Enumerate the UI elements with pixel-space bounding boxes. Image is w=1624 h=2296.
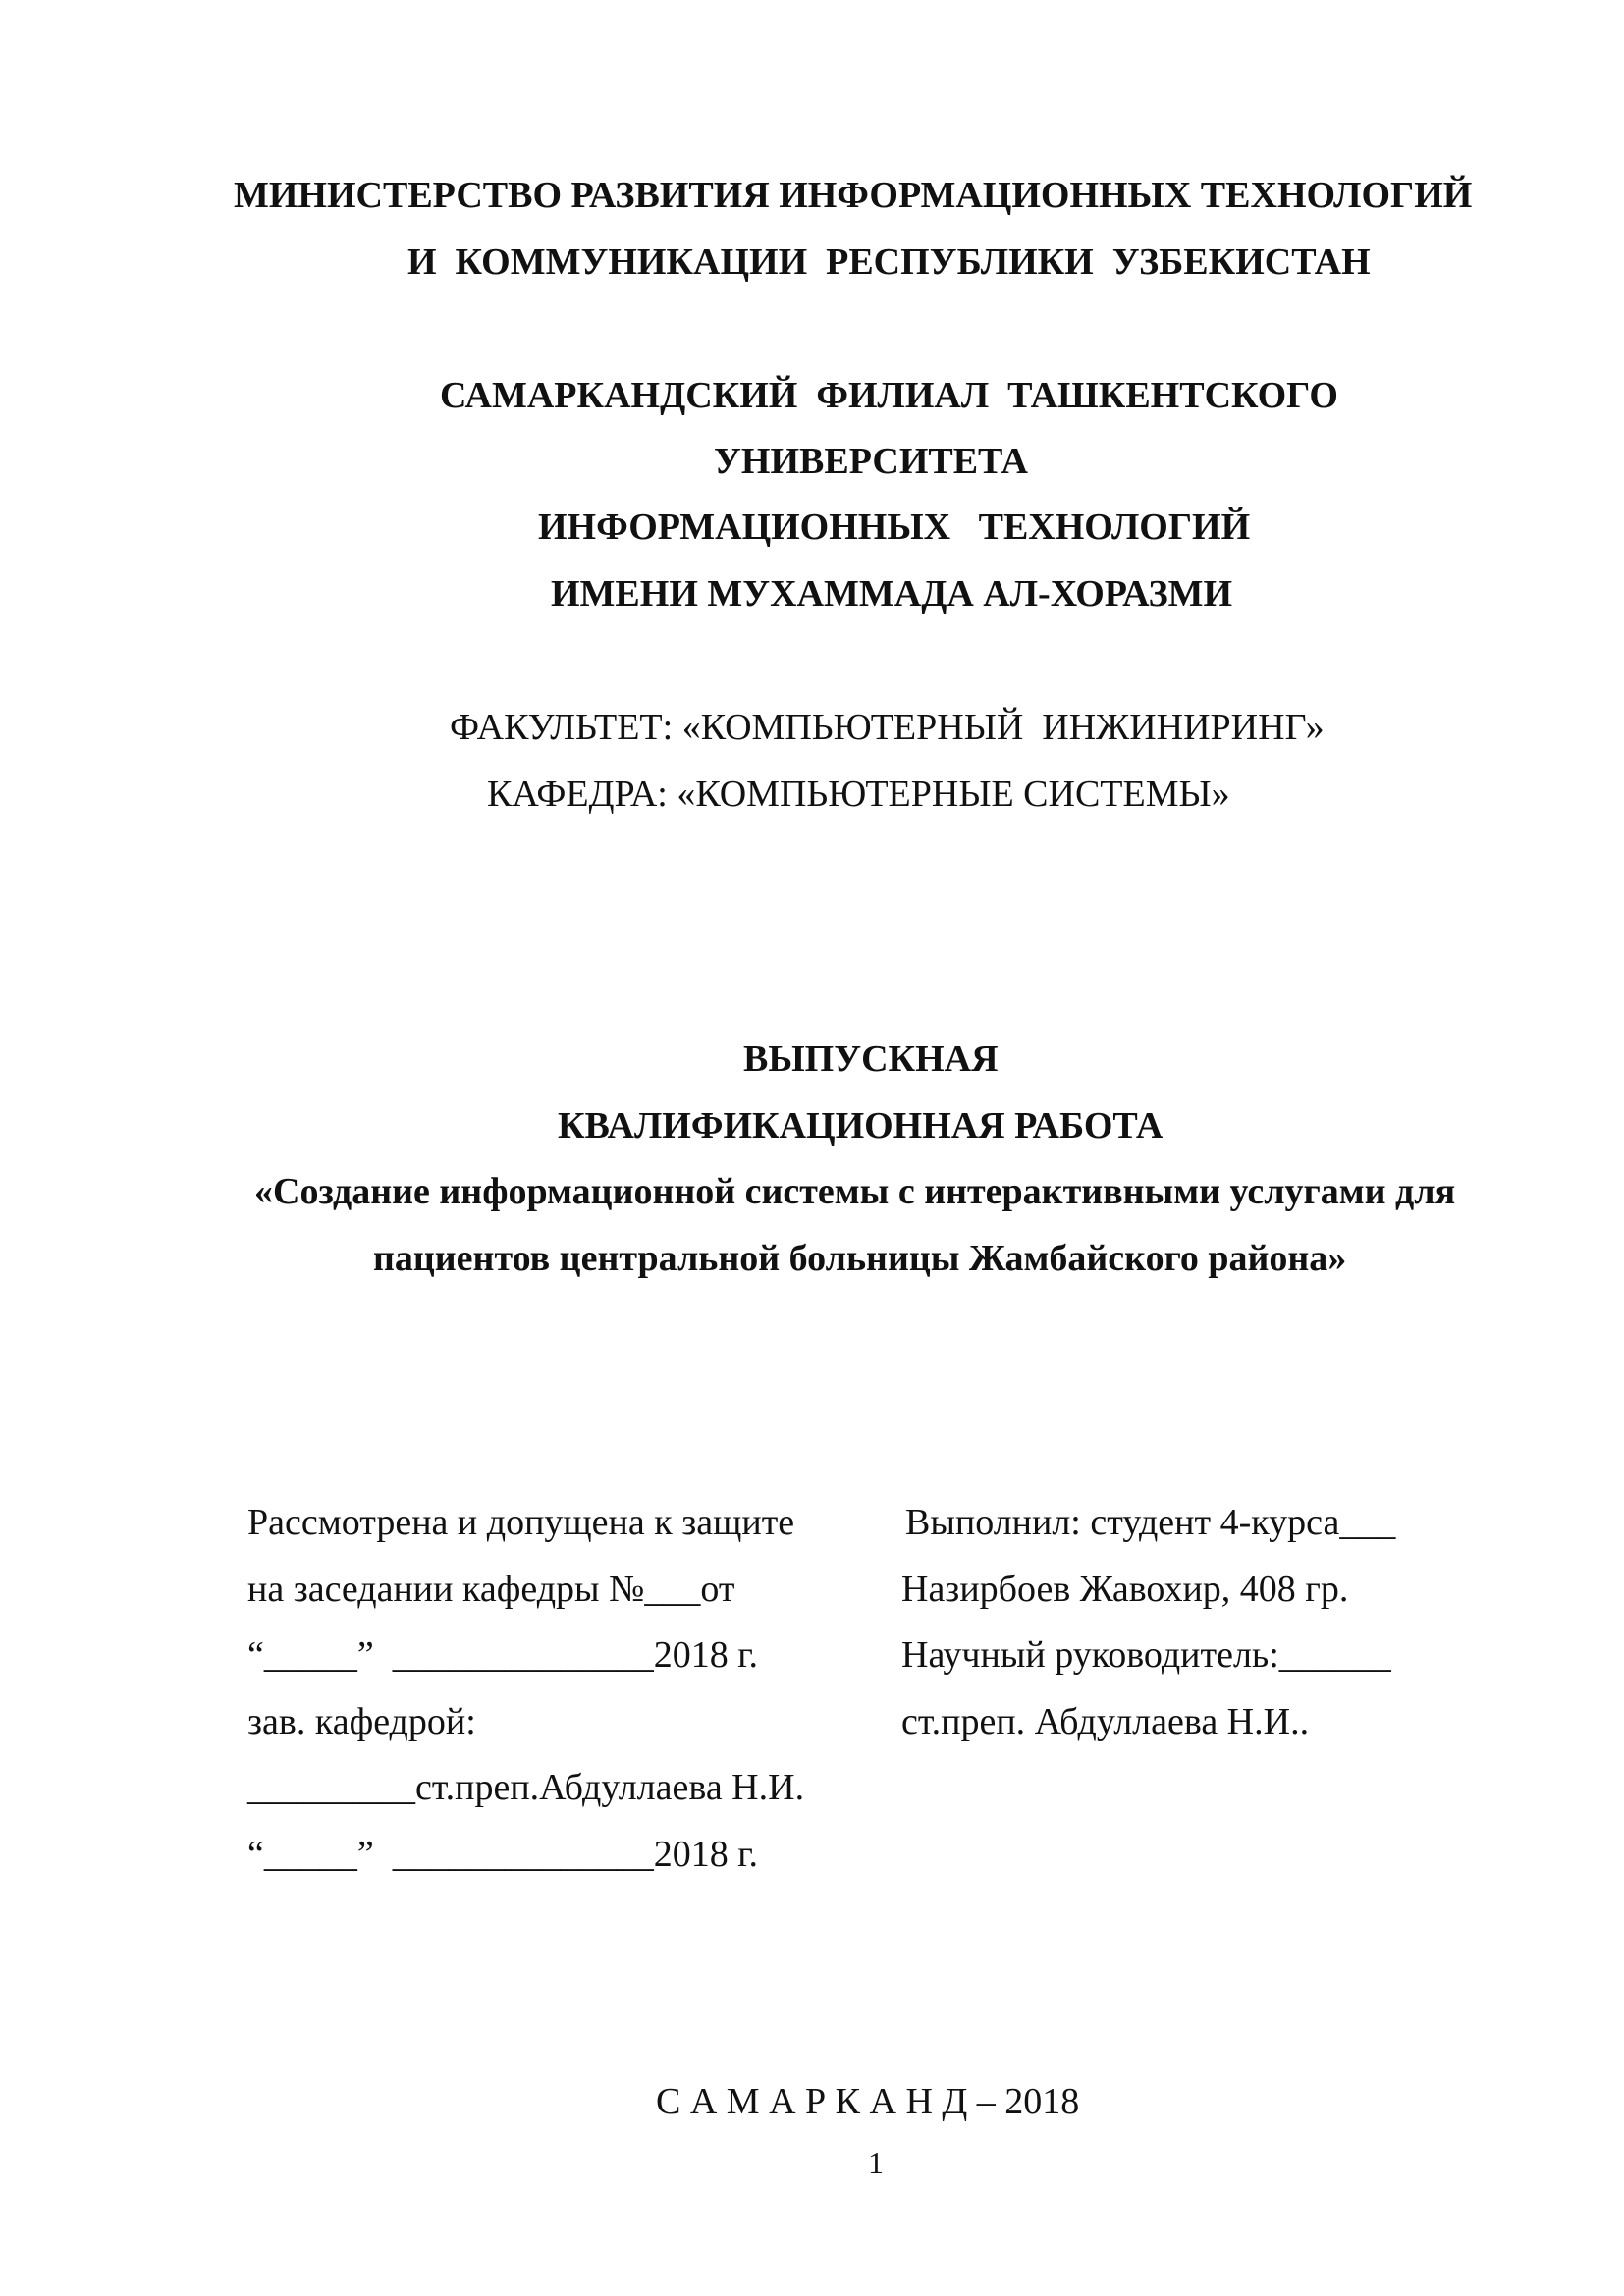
approval-line-5: _________ст.преп.Абдуллаева Н.И. [247,1767,805,1808]
department-line: КАФЕДРА: «КОМПЬЮТЕРНЫЕ СИСТЕМЫ» [487,774,1230,815]
university-line-4: ИМЕНИ МУХАММАДА АЛ-ХОРАЗМИ [551,573,1233,614]
work-title-line-1: «Создание информационной системы с интерактивными услугами для [254,1171,1456,1212]
author-line-3: Научный руководитель:______ [901,1634,1391,1676]
page-number: 1 [868,2145,884,2180]
approval-line-1: Рассмотрена и допущена к защите [247,1502,795,1543]
footer-city-year: С А М А Р К А Н Д – 2018 [656,2081,1080,2122]
author-line-2: Назирбоев Жавохир, 408 гр. [901,1569,1349,1610]
work-type-line-1: ВЫПУСКНАЯ [743,1039,999,1080]
approval-line-2: на заседании кафедры №___от [247,1569,735,1610]
approval-line-3: “_____” ______________2018 г. [247,1634,759,1676]
ministry-line-1: МИНИСТЕРСТВО РАЗВИТИЯ ИНФОРМАЦИОННЫХ ТЕХНОЛОГИЙ [234,175,1473,216]
faculty-line: ФАКУЛЬТЕТ: «КОМПЬЮТЕРНЫЙ ИНЖИНИРИНГ» [450,707,1325,748]
author-line-1: Выполнил: студент 4-курса___ [905,1502,1396,1543]
work-type-line-2: КВАЛИФИКАЦИОННАЯ РАБОТА [558,1105,1164,1147]
author-line-4: ст.преп. Абдуллаева Н.И.. [901,1701,1310,1742]
work-title-line-2: пациентов центральной больницы Жамбайского района» [373,1238,1347,1279]
university-line-3: ИНФОРМАЦИОННЫХ ТЕХНОЛОГИЙ [538,507,1251,548]
approval-line-4: зав. кафедрой: [247,1701,476,1742]
ministry-line-2: И КОММУНИКАЦИИ РЕСПУБЛИКИ УЗБЕКИСТАН [407,241,1371,283]
approval-line-6: “_____” ______________2018 г. [247,1834,759,1875]
university-line-1: САМАРКАНДСКИЙ ФИЛИАЛ ТАШКЕНТСКОГО [440,375,1338,416]
university-line-2: УНИВЕРСИТЕТА [714,441,1028,482]
